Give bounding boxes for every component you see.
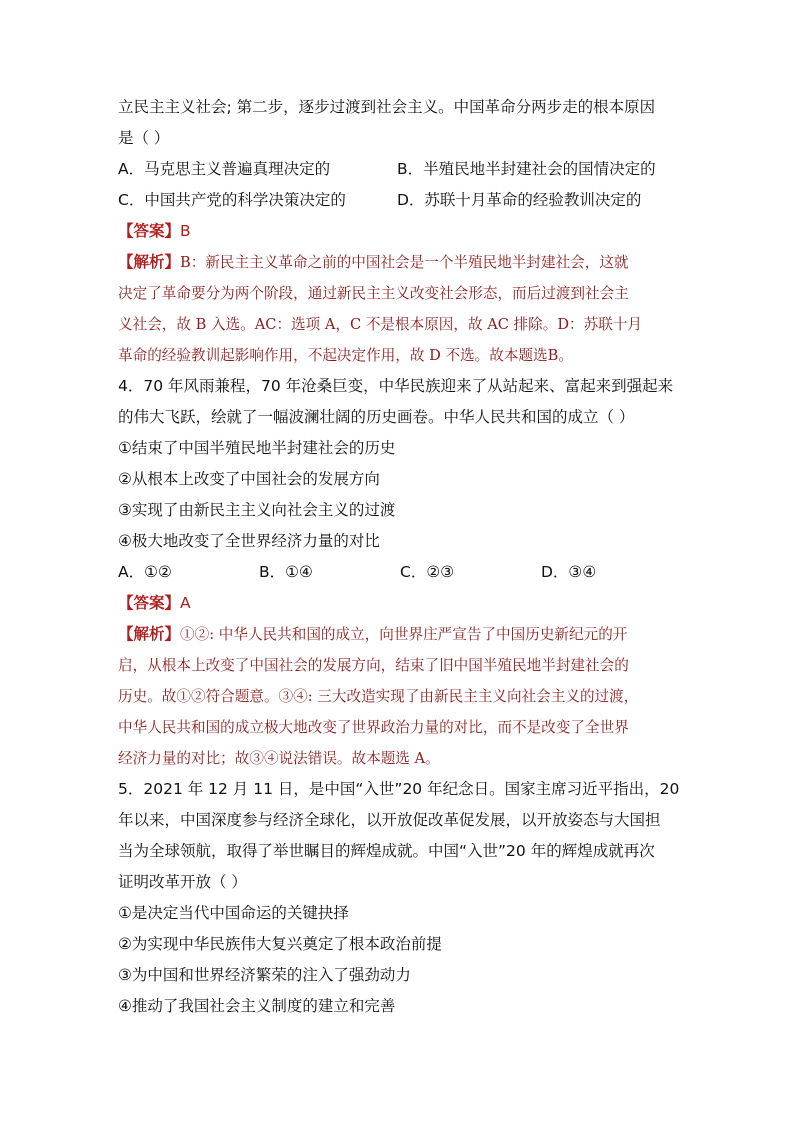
option-b: B．①④ [259,563,313,581]
question-3-answer [118,216,690,247]
question-3 [118,92,690,371]
question-4-analysis-line-4: 中华人民共和国的成立极大地改变了世界政治力量的对比，而不是改变了全世界 [118,719,629,736]
question-5-item-2: ②为实现中华民族伟大复兴奠定了根本政治前提 [118,935,442,953]
page-content [118,92,690,1022]
question-4-stem-line-2: 的伟大飞跃，绘就了一幅波澜壮阔的历史画卷。中华人民共和国的成立（ ） [118,408,635,426]
question-3-options-row-1 [118,154,690,185]
option-d: D．苏联十月革命的经验教训决定的 [397,191,642,209]
analysis-label: 【解析】 [118,625,181,643]
question-5-stem-line-4: 证明改革开放（ ） [118,873,247,891]
question-3-options-row-2 [118,185,690,216]
question-3-analysis-line-3: 义社会，故 B 入选。AC：选项 A，C 不是根本原因，故 AC 排除。D：苏联十月 [118,316,643,333]
option-a: A．马克思主义普遍真理决定的 [118,160,331,178]
question-4-analysis-line-3: 历史。故①②符合题意。③④: 三大改造实现了由新民主主义向社会主义的过渡， [118,688,639,705]
question-4-item-2: ②从根本上改变了中国社会的发展方向 [118,470,380,488]
question-4-analysis-line-2: 启，从根本上改变了中国社会的发展方向，结束了旧中国半殖民地半封建社会的 [118,657,629,674]
question-3-stem-line-1: 立民主主义社会; 第二步，逐步过渡到社会主义。中国革命分两步走的根本原因 [118,98,656,116]
analysis-text: B：新民主主义革命之前的中国社会是一个半殖民地半封建社会，这就 [180,254,629,271]
question-5-item-3: ③为中国和世界经济繁荣的注入了强劲动力 [118,966,411,984]
answer-label: 【答案】 [118,222,181,240]
option-d: D．③④ [541,563,597,581]
answer-label: 【答案】 [118,594,181,612]
question-4-analysis-line-1 [118,619,690,650]
question-4-analysis-line-5: 经济力量的对比；故③④说法错误。故本题选 A。 [118,750,440,767]
question-5-stem-line-3: 当为全球领航，取得了举世瞩目的辉煌成就。中国“入世”20 年的辉煌成就再次 [118,842,655,860]
option-b: B．半殖民地半封建社会的国情决定的 [397,160,656,178]
analysis-label: 【解析】 [118,253,181,271]
analysis-text: ①②: 中华人民共和国的成立，向世界庄严宣告了中国历史新纪元的开 [180,626,628,643]
question-4-stem-line-1: 4．70 年风雨兼程，70 年沧桑巨变，中华民族迎来了从站起来、富起来到强起来 [118,377,674,395]
question-5 [118,774,690,1022]
question-4-item-1: ①结束了中国半殖民地半封建社会的历史 [118,439,396,457]
option-a: A．①② [118,563,172,581]
answer-value: B [180,222,191,240]
option-c: C．中国共产党的科学决策决定的 [118,191,346,209]
question-4-options-row [118,557,690,588]
question-4-item-4: ④极大地改变了全世界经济力量的对比 [118,532,380,550]
question-4-item-3: ③实现了由新民主主义向社会主义的过渡 [118,501,396,519]
question-4 [118,371,690,774]
question-3-analysis-line-2: 决定了革命要分为两个阶段，通过新民主主义改变社会形态，而后过渡到社会主 [118,285,629,302]
question-5-item-4: ④推动了我国社会主义制度的建立和完善 [118,997,396,1015]
option-c: C．②③ [400,563,455,581]
question-3-stem-line-2: 是（ ） [118,129,170,147]
question-3-analysis-line-1 [118,247,690,278]
question-3-analysis-line-4: 革命的经验教训起影响作用，不起决定作用，故 D 不选。故本题选B。 [118,347,573,364]
question-5-stem-line-1: 5．2021 年 12 月 11 日，是中国“入世”20 年纪念日。国家主席习近平指出，20 [118,780,680,798]
question-5-item-1: ①是决定当代中国命运的关键抉择 [118,904,349,922]
question-5-stem-line-2: 年以来，中国深度参与经济全球化，以开放促改革促发展，以开放姿态与大国担 [118,811,661,829]
question-4-answer [118,588,690,619]
answer-value: A [180,594,191,612]
